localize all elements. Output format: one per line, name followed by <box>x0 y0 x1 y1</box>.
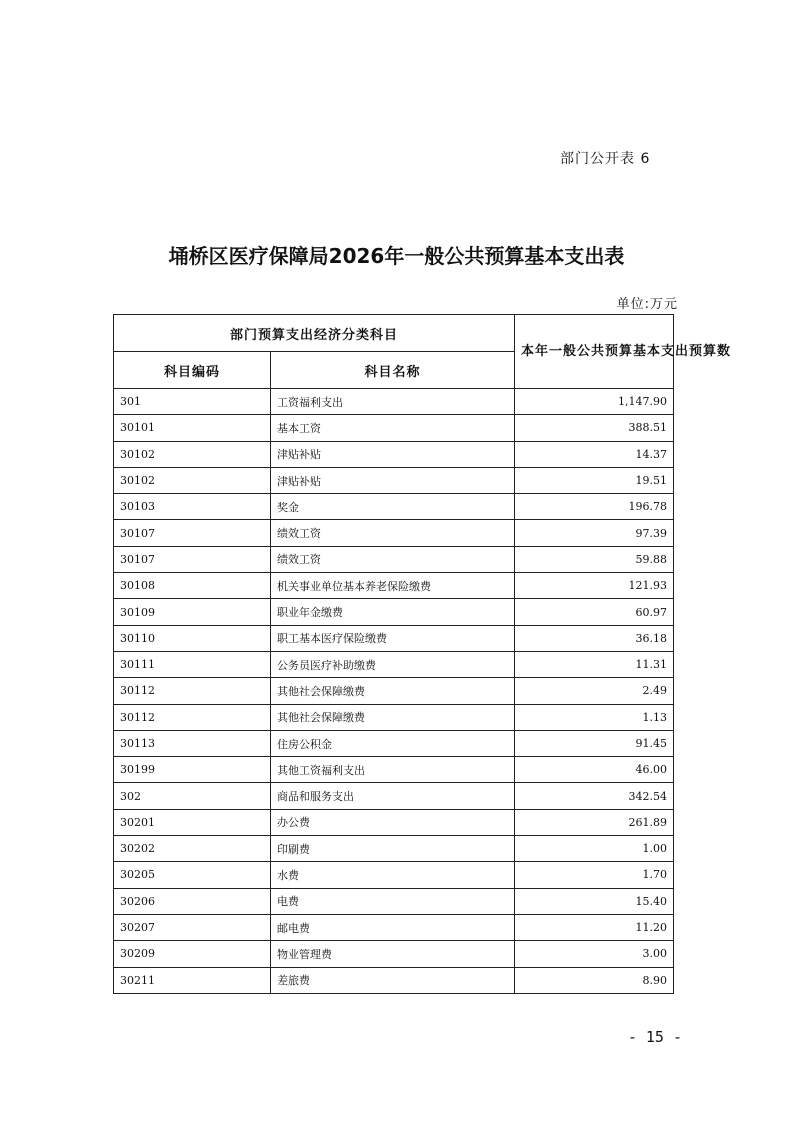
table-row <box>114 520 674 546</box>
amount-cell: 46.00 <box>515 757 674 783</box>
name-cell: 公务员医疗补助缴费 <box>271 651 515 677</box>
table-row <box>114 730 674 756</box>
table-row <box>114 651 674 677</box>
code-cell: 30112 <box>114 678 271 704</box>
code-cell: 30202 <box>114 836 271 862</box>
code-cell: 30205 <box>114 862 271 888</box>
code-cell: 30111 <box>114 651 271 677</box>
code-cell: 30199 <box>114 757 271 783</box>
name-cell: 绩效工资 <box>271 546 515 572</box>
name-cell: 津贴补贴 <box>271 441 515 467</box>
code-cell: 30110 <box>114 625 271 651</box>
code-cell: 30201 <box>114 809 271 835</box>
header-row-group <box>114 315 674 352</box>
amount-cell: 91.45 <box>515 730 674 756</box>
amount-cell: 19.51 <box>515 467 674 493</box>
code-cell: 30206 <box>114 888 271 914</box>
code-cell: 30102 <box>114 467 271 493</box>
table-row <box>114 757 674 783</box>
code-cell: 301 <box>114 389 271 415</box>
code-header: 科目编码 <box>114 352 271 389</box>
code-cell: 30113 <box>114 730 271 756</box>
table-row <box>114 967 674 993</box>
name-cell: 商品和服务支出 <box>271 783 515 809</box>
name-cell: 津贴补贴 <box>271 467 515 493</box>
code-cell: 30112 <box>114 704 271 730</box>
code-cell: 30101 <box>114 415 271 441</box>
budget-table <box>113 314 732 994</box>
amount-cell: 60.97 <box>515 599 674 625</box>
table-row <box>114 599 674 625</box>
amount-cell: 388.51 <box>515 415 674 441</box>
page-title: 埇桥区医疗保障局2026年一般公共预算基本支出表 <box>168 244 625 268</box>
table-row <box>114 389 674 415</box>
name-cell: 邮电费 <box>271 914 515 940</box>
table-row <box>114 888 674 914</box>
unit-label: 单位:万元 <box>616 297 678 312</box>
code-cell: 30109 <box>114 599 271 625</box>
name-cell: 奖金 <box>271 494 515 520</box>
table-row <box>114 415 674 441</box>
table-row <box>114 914 674 940</box>
amount-cell: 97.39 <box>515 520 674 546</box>
table-row <box>114 809 674 835</box>
name-cell: 工资福利支出 <box>271 389 515 415</box>
name-cell: 水费 <box>271 862 515 888</box>
name-cell: 办公费 <box>271 809 515 835</box>
amount-cell: 342.54 <box>515 783 674 809</box>
group-header: 部门预算支出经济分类科目 <box>114 315 515 352</box>
code-cell: 30107 <box>114 546 271 572</box>
table-row <box>114 862 674 888</box>
name-cell: 印刷费 <box>271 836 515 862</box>
name-cell: 电费 <box>271 888 515 914</box>
amount-cell: 121.93 <box>515 573 674 599</box>
page-number: - 15 - <box>627 1028 682 1046</box>
name-cell: 物业管理费 <box>271 941 515 967</box>
name-cell: 绩效工资 <box>271 520 515 546</box>
table-row <box>114 467 674 493</box>
name-cell: 职业年金缴费 <box>271 599 515 625</box>
name-cell: 其他社会保障缴费 <box>271 704 515 730</box>
form-label: 部门公开表 6 <box>560 151 651 167</box>
code-cell: 302 <box>114 783 271 809</box>
name-cell: 职工基本医疗保险缴费 <box>271 625 515 651</box>
code-cell: 30107 <box>114 520 271 546</box>
code-cell: 30103 <box>114 494 271 520</box>
amount-cell: 59.88 <box>515 546 674 572</box>
amount-cell: 11.20 <box>515 914 674 940</box>
name-cell: 差旅费 <box>271 967 515 993</box>
amount-cell: 14.37 <box>515 441 674 467</box>
table-body <box>114 389 674 994</box>
amount-cell: 1,147.90 <box>515 389 674 415</box>
amount-cell: 2.49 <box>515 678 674 704</box>
table-row <box>114 546 674 572</box>
amount-header: 本年一般公共预算基本支出预算数 <box>515 315 674 389</box>
amount-cell: 8.90 <box>515 967 674 993</box>
table-row <box>114 783 674 809</box>
table-row <box>114 441 674 467</box>
amount-cell: 1.70 <box>515 862 674 888</box>
name-header: 科目名称 <box>271 352 515 389</box>
table-header <box>114 315 732 389</box>
name-cell: 住房公积金 <box>271 730 515 756</box>
table-row <box>114 836 674 862</box>
name-cell: 其他社会保障缴费 <box>271 678 515 704</box>
code-cell: 30207 <box>114 914 271 940</box>
code-cell: 30108 <box>114 573 271 599</box>
table-row <box>114 704 674 730</box>
code-cell: 30102 <box>114 441 271 467</box>
amount-cell: 1.00 <box>515 836 674 862</box>
amount-cell: 11.31 <box>515 651 674 677</box>
amount-cell: 15.40 <box>515 888 674 914</box>
amount-cell: 36.18 <box>515 625 674 651</box>
table-row <box>114 941 674 967</box>
table-row <box>114 573 674 599</box>
table-row <box>114 678 674 704</box>
name-cell: 基本工资 <box>271 415 515 441</box>
name-cell: 其他工资福利支出 <box>271 757 515 783</box>
name-cell: 机关事业单位基本养老保险缴费 <box>271 573 515 599</box>
code-cell: 30209 <box>114 941 271 967</box>
table-row <box>114 625 674 651</box>
amount-cell: 261.89 <box>515 809 674 835</box>
table-row <box>114 494 674 520</box>
code-cell: 30211 <box>114 967 271 993</box>
amount-cell: 3.00 <box>515 941 674 967</box>
amount-cell: 1.13 <box>515 704 674 730</box>
amount-cell: 196.78 <box>515 494 674 520</box>
